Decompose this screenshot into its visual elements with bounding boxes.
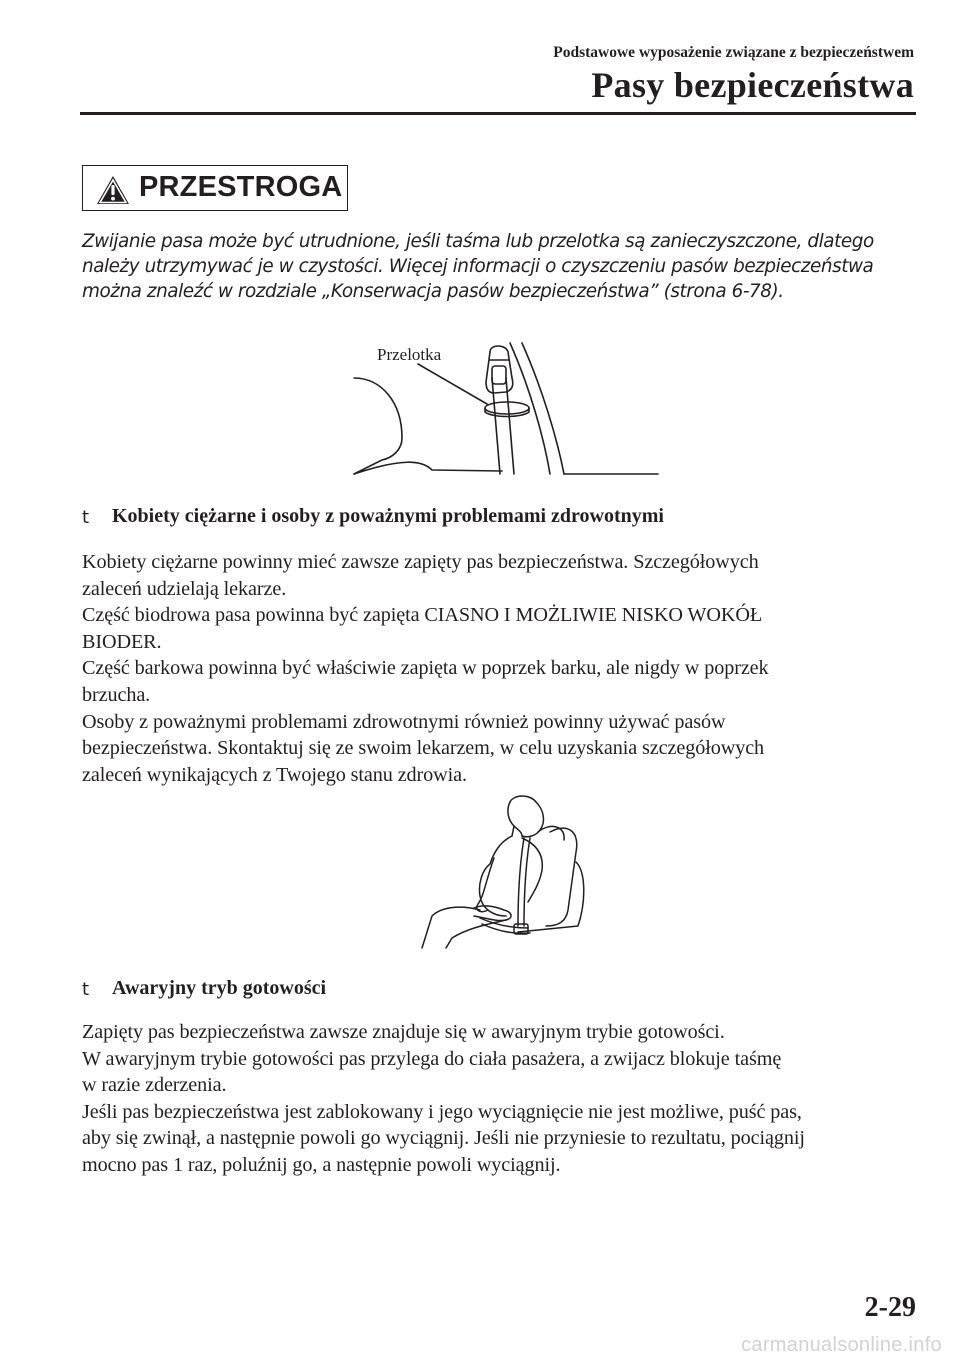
body-line: Zapięty pas bezpieczeństwa zawsze znajduje się w awaryjnym trybie gotowości.	[82, 1021, 725, 1043]
caution-line: Zwijanie pasa może być utrudnione, jeśli taśma lub przelotka są zanieczyszczone, dlatego	[82, 231, 874, 252]
warning-triangle-icon	[95, 174, 131, 206]
body-line: bezpieczeństwa. Skontaktuj się ze swoim lekarzem, w celu uzyskania szczegółowych	[82, 737, 765, 760]
body-line: W awaryjnym trybie gotowości pas przylega do ciała pasażera, a zwijacz blokuje taśmę	[82, 1047, 782, 1070]
body-line: aby się zwinął, a następnie powoli go wyciągnij. Jeśli nie przyniesie to rezultatu, pociągnij	[82, 1127, 805, 1150]
body-line: mocno pas 1 raz, poluźnij go, a następnie powoli wyciągnij.	[82, 1153, 561, 1176]
body-line: BIODER.	[82, 630, 162, 653]
body-line: zaleceń wynikających z Twojego stanu zdrowia.	[82, 763, 467, 786]
caution-box	[82, 165, 348, 211]
section-body	[82, 1019, 805, 1179]
section-bullet: t	[82, 979, 90, 1000]
pregnant-passenger-illustration	[418, 792, 594, 950]
caution-line: należy utrzymywać je w czystości. Więcej informacji o czyszczeniu pasów bezpieczeństwa	[82, 256, 874, 277]
page-number: 2-29	[864, 1292, 916, 1323]
caution-text	[82, 229, 902, 304]
caution-line: można znaleźć w rozdziale „Konserwacja pasów bezpieczeństwa” (strona 6-78).	[82, 281, 784, 302]
caution-label: PRZESTROGA	[139, 171, 343, 203]
guide-label: Przelotka	[377, 345, 442, 364]
body-line: Kobiety ciężarne powinny mieć zawsze zapięty pas bezpieczeństwa. Szczegółowych	[82, 551, 759, 573]
section-heading: Kobiety ciężarne i osoby z poważnymi problemami zdrowotnymi	[112, 505, 664, 527]
header-divider	[80, 112, 916, 115]
body-line: Osoby z poważnymi problemami zdrowotnymi również powinny używać pasów	[82, 710, 726, 733]
page-title: Pasy bezpieczeństwa	[591, 65, 914, 105]
header-section-title: Podstawowe wyposażenie związane z bezpieczeństwem	[553, 44, 914, 61]
body-line: brzucha.	[82, 683, 151, 706]
body-line: Część barkowa powinna być właściwie zapięta w poprzek barku, ale nigdy w poprzek	[82, 657, 769, 680]
watermark: carmanualsonline.info	[741, 1334, 942, 1356]
body-line: Jeśli pas bezpieczeństwa jest zablokowany i jego wyciągnięcie nie jest możliwe, puść pas,	[82, 1100, 802, 1123]
body-line: zaleceń udzielają lekarze.	[82, 577, 287, 600]
section-bullet: t	[82, 507, 90, 528]
section-body	[82, 549, 769, 788]
section-heading: Awaryjny tryb gotowości	[112, 977, 327, 999]
body-line: w razie zderzenia.	[82, 1074, 227, 1097]
body-line: Część biodrowa pasa powinna być zapięta CIASNO I MOŻLIWIE NISKO WOKÓŁ	[82, 604, 763, 627]
